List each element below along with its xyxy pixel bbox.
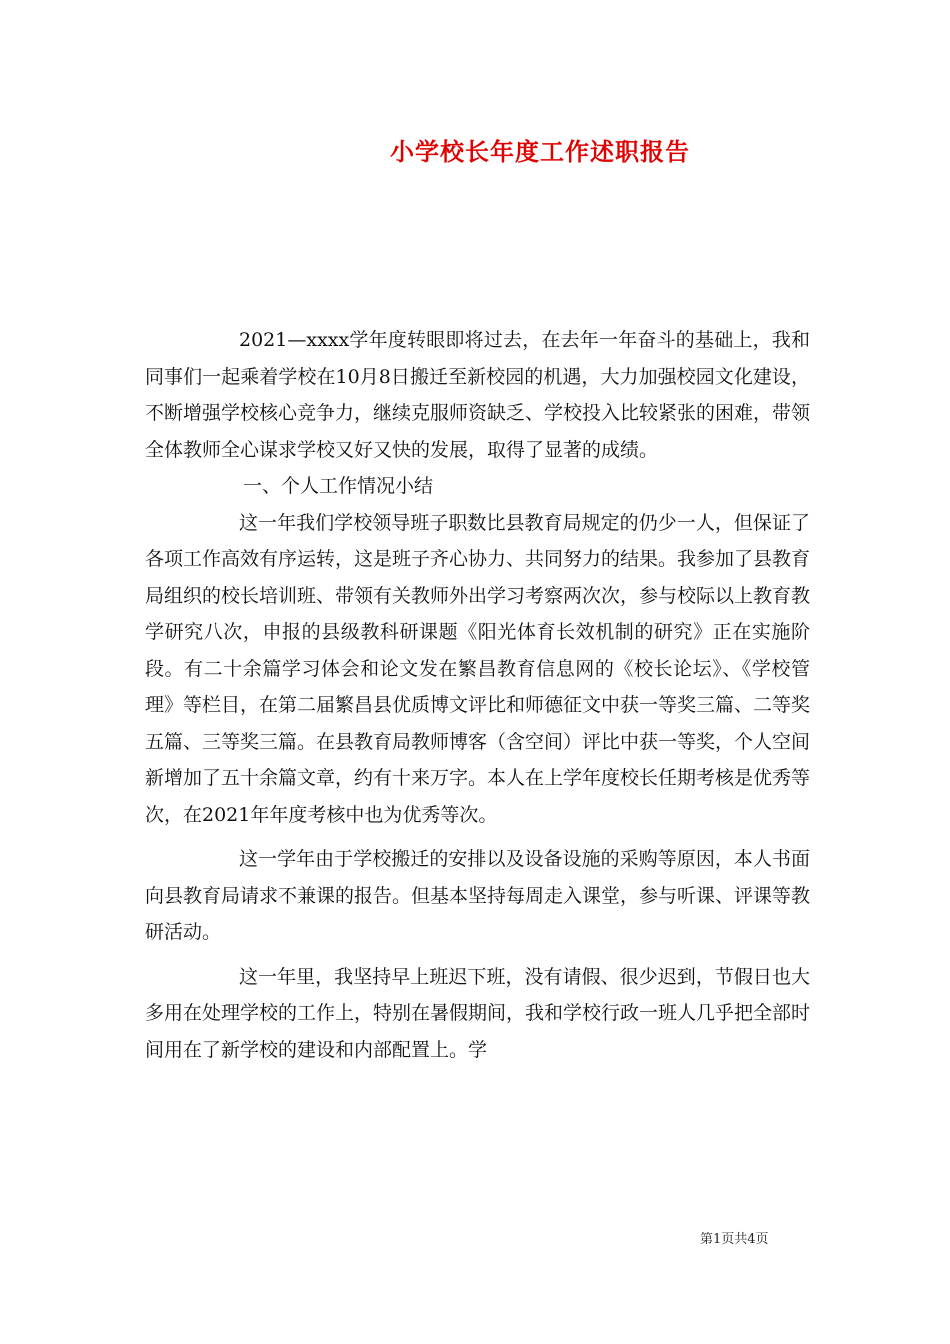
paragraph-intro: 2021—xxxx学年度转眼即将过去，在去年一年奋斗的基础上，我和同事们一起乘着学校在10月8日搬迁至新校园的机遇，大力加强校园文化建设，不断增强学校核心竞争力，继续克服师资缺乏、学校投入比较紧张的困难，带领全体教师全心谋求学校又好又快的发展，取得了显著的成绩。 <box>145 329 811 461</box>
document-title: 小学校长年度工作述职报告 <box>390 137 690 166</box>
document-body <box>145 322 810 1068</box>
paragraph-attendance: 这一年里，我坚持早上班迟下班，没有请假、很少迟到，节假日也大多用在处理学校的工作上，特别在暑假期间，我和学校行政一班人几乎把全部时间用在了新学校的建设和内部配置上。学 <box>145 965 811 1061</box>
paragraph-work-summary: 这一年我们学校领导班子职数比县教育局规定的仍少一人，但保证了各项工作高效有序运转，这是班子齐心协力、共同努力的结果。我参加了县教育局组织的校长培训班、带领有关教师外出学习考察两次次，参与校际以上教育教学研究八次，申报的县级教科研课题《阳光体育长效机制的研究》正在实施阶段。有二十余篇学习体会和论文发在繁昌教育信息网的《校长论坛》、《学校管理》等栏目，在第二届繁昌县优质博文评比和师德征文中获一等奖三篇、二等奖五篇、三等奖三篇。在县教育局教师博客（含空间）评比中获一等奖，个人空间新增加了五十余篇文章，约有十来万字。本人在上学年度校长任期考核是优秀等次，在2021年年度考核中也为优秀等次。 <box>145 511 811 826</box>
page-number: 第1页共4页 <box>700 1232 769 1247</box>
paragraph-teaching: 这一学年由于学校搬迁的安排以及设备设施的采购等原因，本人书面向县教育局请求不兼课的报告。但基本坚持每周走入课堂，参与听课、评课等教研活动。 <box>145 848 811 943</box>
section-heading: 一、个人工作情况小结 <box>243 475 434 497</box>
paragraph-gap <box>145 951 810 959</box>
paragraph-gap <box>145 833 810 841</box>
